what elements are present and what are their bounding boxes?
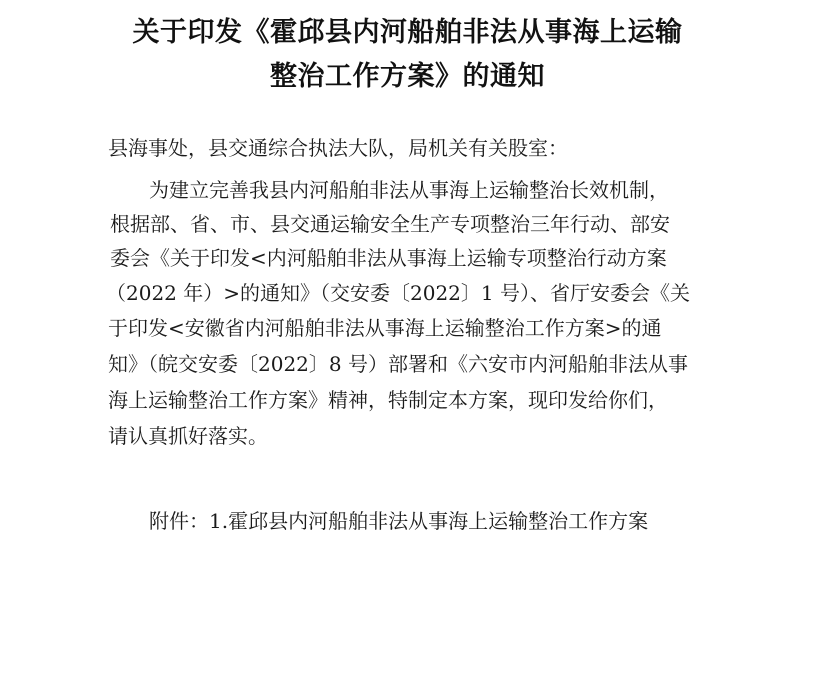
recipients-line: 县海事处，县交通综合执法大队，局机关有关股室： [108,136,568,160]
document-title-line-2: 整治工作方案》的通知 [270,61,545,92]
body-line-8: 请认真抓好落实。 [108,424,268,448]
body-line-4: （2022 年）>的通知》（交安委〔2022〕1 号）、省厅安委会《关 [106,281,690,305]
body-line-6: 知》（皖交安委〔2022〕8 号）部署和《六安市内河船舶非法从事 [108,352,688,376]
body-line-3: 委会《关于印发<内河船舶非法从事海上运输专项整治行动方案 [110,246,667,270]
body-line-1: 为建立完善我县内河船舶非法从事海上运输整治长效机制， [149,178,669,202]
body-line-5: 于印发<安徽省内河船舶非法从事海上运输整治工作方案>的通 [108,316,662,340]
body-line-7: 海上运输整治工作方案》精神，特制定本方案，现印发给你们， [108,388,668,412]
body-line-2: 根据部、省、市、县交通运输安全生产专项整治三年行动、部安 [110,212,670,236]
attachment-line: 附件：1.霍邱县内河船舶非法从事海上运输整治工作方案 [149,509,649,533]
document-title-line-1: 关于印发《霍邱县内河船舶非法从事海上运输 [132,17,683,48]
